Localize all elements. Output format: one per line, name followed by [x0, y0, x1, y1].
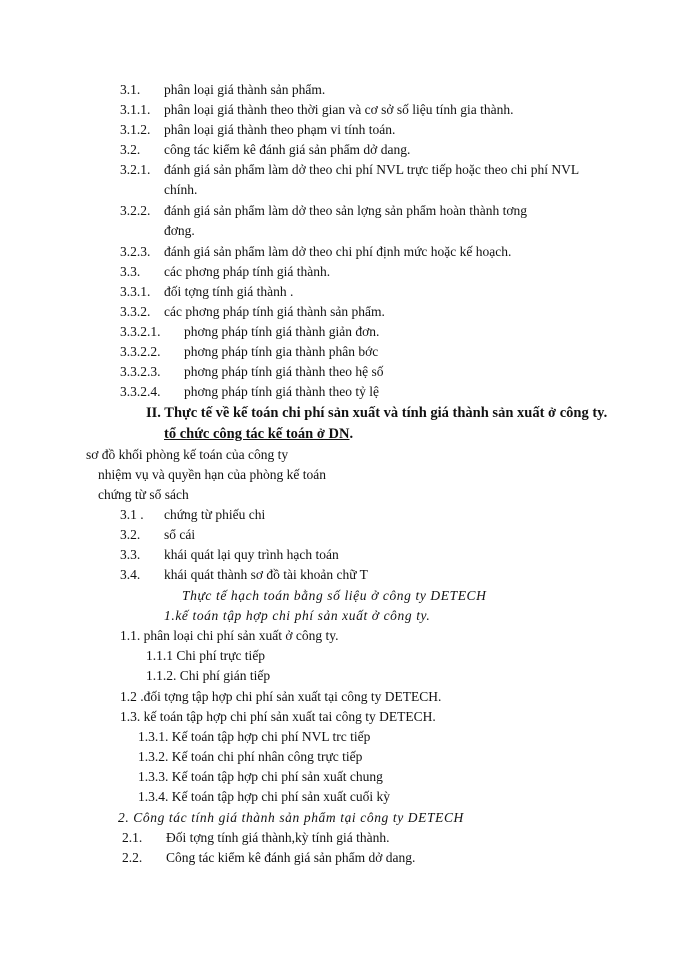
outline-line [120, 283, 293, 301]
outline-number: 3.3.2.3. [120, 364, 161, 379]
section-heading: II. Thực tế về kế toán chi phí sản xuất và tính giá thành sản xuất ở công ty. [146, 405, 608, 421]
part1-line: 1.1.2. Chi phí gián tiếp [146, 668, 271, 683]
outline-line [120, 161, 579, 179]
outline-text: phơng pháp tính giá thành theo tỷ lệ [184, 384, 379, 399]
outline-line [120, 243, 511, 261]
outline-number: 3.1.1. [120, 102, 151, 117]
outline-number: 3.3.1. [120, 284, 151, 299]
outline-line [120, 526, 195, 544]
outline-number: 3.3.2.1. [120, 324, 161, 339]
outline-line [120, 141, 410, 159]
outline-text: đánh giá sản phẩm làm dở theo chi phí NVL trực tiếp hoặc theo chi phí NVL [164, 162, 580, 177]
outline-line [120, 383, 379, 401]
outline-number: 3.4. [120, 567, 141, 582]
part2-line [122, 829, 390, 847]
outline-text: các phơng pháp tính giá thành. [164, 264, 331, 279]
outline-line [120, 101, 513, 119]
outline-number: 3.2. [120, 527, 141, 542]
plain-line: chứng từ sổ sách [98, 487, 189, 502]
outline-text: khái quát lại quy trình hạch toán [164, 547, 339, 562]
outline-number: 3.1. [120, 82, 141, 97]
outline-text: công tác kiểm kê đánh giá sản phẩm dở dang. [164, 142, 411, 157]
part1-line: 1.1. phân loại chi phí sản xuất ở công ty. [120, 628, 339, 643]
outline-number: 3.3. [120, 547, 141, 562]
outline-number: 3.2.1. [120, 162, 151, 177]
outline-number: 3.3. [120, 264, 141, 279]
part1-line: 1.3.4. Kế toán tập hợp chi phí sản xuất cuối kỳ [138, 789, 390, 804]
outline-number: 3.1.2. [120, 122, 151, 137]
part1-line: 1.3.2. Kế toán chi phí nhân công trực tiếp [138, 749, 363, 764]
outline-text: đối tợng tính giá thành . [164, 284, 294, 299]
outline-line [120, 546, 339, 564]
outline-line [120, 263, 330, 281]
outline-text: đánh giá sản phẩm làm dở theo sản lợng sản phẩm hoàn thành tơng [164, 203, 527, 218]
outline-line [120, 303, 385, 321]
part1-line: 1.3. kế toán tập hợp chi phí sản xuất tai công ty DETECH. [120, 709, 436, 724]
outline-line [120, 121, 395, 139]
part2-text: Công tác kiểm kê đánh giá sản phẩm dở dang. [166, 850, 416, 865]
outline-continuation: chính. [164, 182, 198, 197]
plain-line: nhiệm vụ và quyền hạn của phòng kế toán [98, 467, 326, 482]
part2-line [122, 849, 415, 867]
outline-line [120, 506, 265, 524]
outline-line [120, 323, 379, 341]
outline-number: 3.2.2. [120, 203, 151, 218]
outline-line [120, 343, 378, 361]
outline-number: 3.2. [120, 142, 141, 157]
outline-text: sổ cái [164, 527, 196, 542]
part1-line: 1.2 .đối tợng tập hợp chi phí sản xuất tại công ty DETECH. [120, 689, 442, 704]
outline-number: 3.3.2. [120, 304, 151, 319]
italic-subtitle: 1.kế toán tập hợp chi phí sản xuất ở công ty. [164, 608, 431, 623]
outline-text: đánh giá sản phẩm làm dở theo chi phí định mức hoặc kế hoạch. [164, 244, 512, 259]
part1-line: 1.1.1 Chi phí trực tiếp [146, 648, 266, 663]
outline-number: 3.1 . [120, 507, 144, 522]
part2-number: 2.2. [122, 850, 143, 865]
outline-line [120, 363, 383, 381]
outline-continuation: đơng. [164, 223, 195, 238]
outline-text: chứng từ phiếu chi [164, 507, 266, 522]
plain-line: sơ đồ khối phòng kế toán của công ty [86, 447, 289, 462]
part1-line: 1.3.1. Kế toán tập hợp chi phí NVL trc tiếp [138, 729, 371, 744]
outline-text: phơng pháp tính giá thành giản đơn. [184, 324, 380, 339]
outline-number: 3.3.2.4. [120, 384, 161, 399]
section-subheading-period: . [349, 426, 354, 442]
outline-text: phân loại giá thành theo thời gian và cơ sở số liệu tính gia thành. [164, 102, 514, 117]
outline-number: 3.2.3. [120, 244, 151, 259]
part2-text: Đối tợng tính giá thành,kỳ tính giá thành. [166, 830, 390, 845]
outline-text: khái quát thành sơ đồ tài khoản chữ T [164, 567, 368, 582]
part1-line: 1.3.3. Kế toán tập hợp chi phí sản xuất chung [138, 769, 383, 784]
outline-line [120, 566, 368, 584]
outline-text: phân loại giá thành theo phạm vi tính toán. [164, 122, 396, 137]
italic-title: Thực tế hạch toán bằng số liệu ở công ty DETECH [182, 588, 487, 603]
outline-line [120, 81, 325, 99]
section-subheading [164, 425, 353, 443]
outline-text: phân loại giá thành sản phẩm. [164, 82, 326, 97]
italic-part2-heading: 2. Công tác tính giá thành sản phẩm tại công ty DETECH [118, 810, 464, 825]
part2-number: 2.1. [122, 830, 143, 845]
outline-text: phơng pháp tính gia thành phân bớc [184, 344, 379, 359]
outline-number: 3.3.2.2. [120, 344, 161, 359]
section-subheading-text: tổ chức công tác kế toán ở DN [164, 426, 350, 442]
outline-text: các phơng pháp tính giá thành sản phẩm. [164, 304, 385, 319]
outline-line [120, 202, 527, 220]
outline-text: phơng pháp tính giá thành theo hệ số [184, 364, 384, 379]
